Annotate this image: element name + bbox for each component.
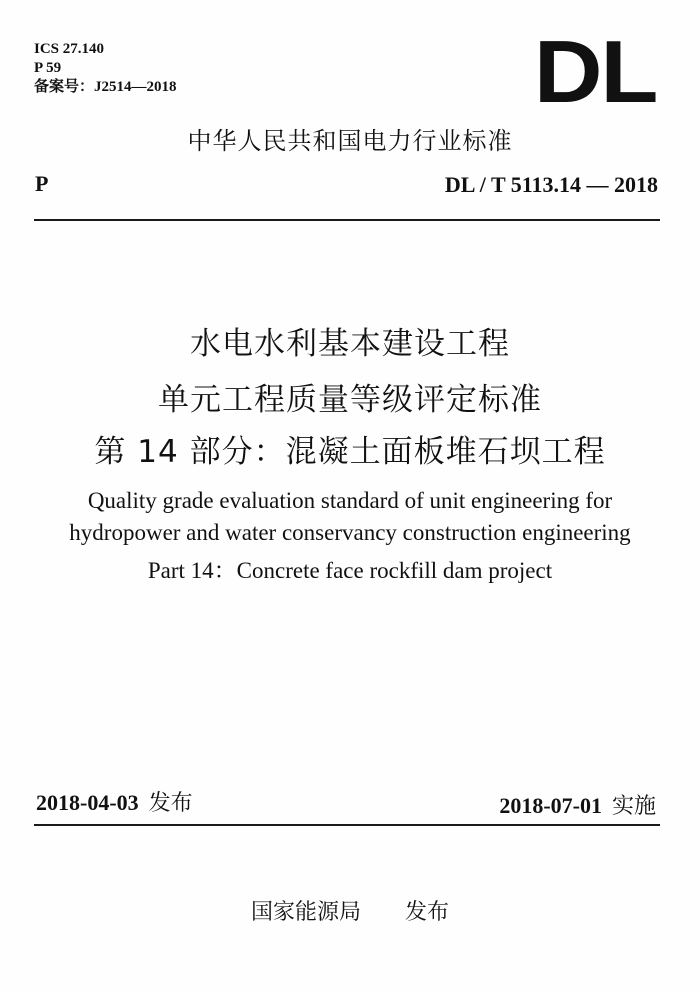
class-code: P 59 <box>34 60 62 76</box>
publisher-name: 国家能源局 <box>250 900 361 925</box>
english-title-line-3: Part 14：Concrete face rockfill dam project <box>147 558 553 583</box>
chinese-title-line-2: 单元工程质量等级评定标准 <box>158 382 542 418</box>
record-number: 备案号：J2514—2018 <box>34 79 177 95</box>
publisher-line <box>0 895 700 926</box>
industry-standard-title: 中华人民共和国电力行业标准 <box>187 127 513 155</box>
issue-date: 2018-04-03 <box>36 790 139 815</box>
chinese-title-line-3: 第 14 部分：混凝土面板堆石坝工程 <box>94 434 606 470</box>
english-title-line-1: Quality grade evaluation standard of unit engineering for <box>87 488 613 513</box>
dl-logo: DL <box>533 22 656 121</box>
english-title-line-2: hydropower and water conservancy construction engineering <box>69 520 631 545</box>
standard-number: DL / T 5113.14 — 2018 <box>444 172 658 197</box>
category-letter: P <box>35 171 49 196</box>
classification-block <box>34 40 177 97</box>
issue-label: 发布 <box>148 791 193 816</box>
ics-code: ICS 27.140 <box>34 41 105 57</box>
implementation-label: 实施 <box>611 794 656 819</box>
bottom-divider <box>34 824 660 826</box>
chinese-title-line-1: 水电水利基本建设工程 <box>190 326 510 362</box>
implementation-info <box>499 789 656 820</box>
implementation-date: 2018-07-01 <box>499 793 602 818</box>
publisher-label: 发布 <box>405 900 450 925</box>
top-divider <box>34 219 660 221</box>
issue-info <box>36 786 193 817</box>
